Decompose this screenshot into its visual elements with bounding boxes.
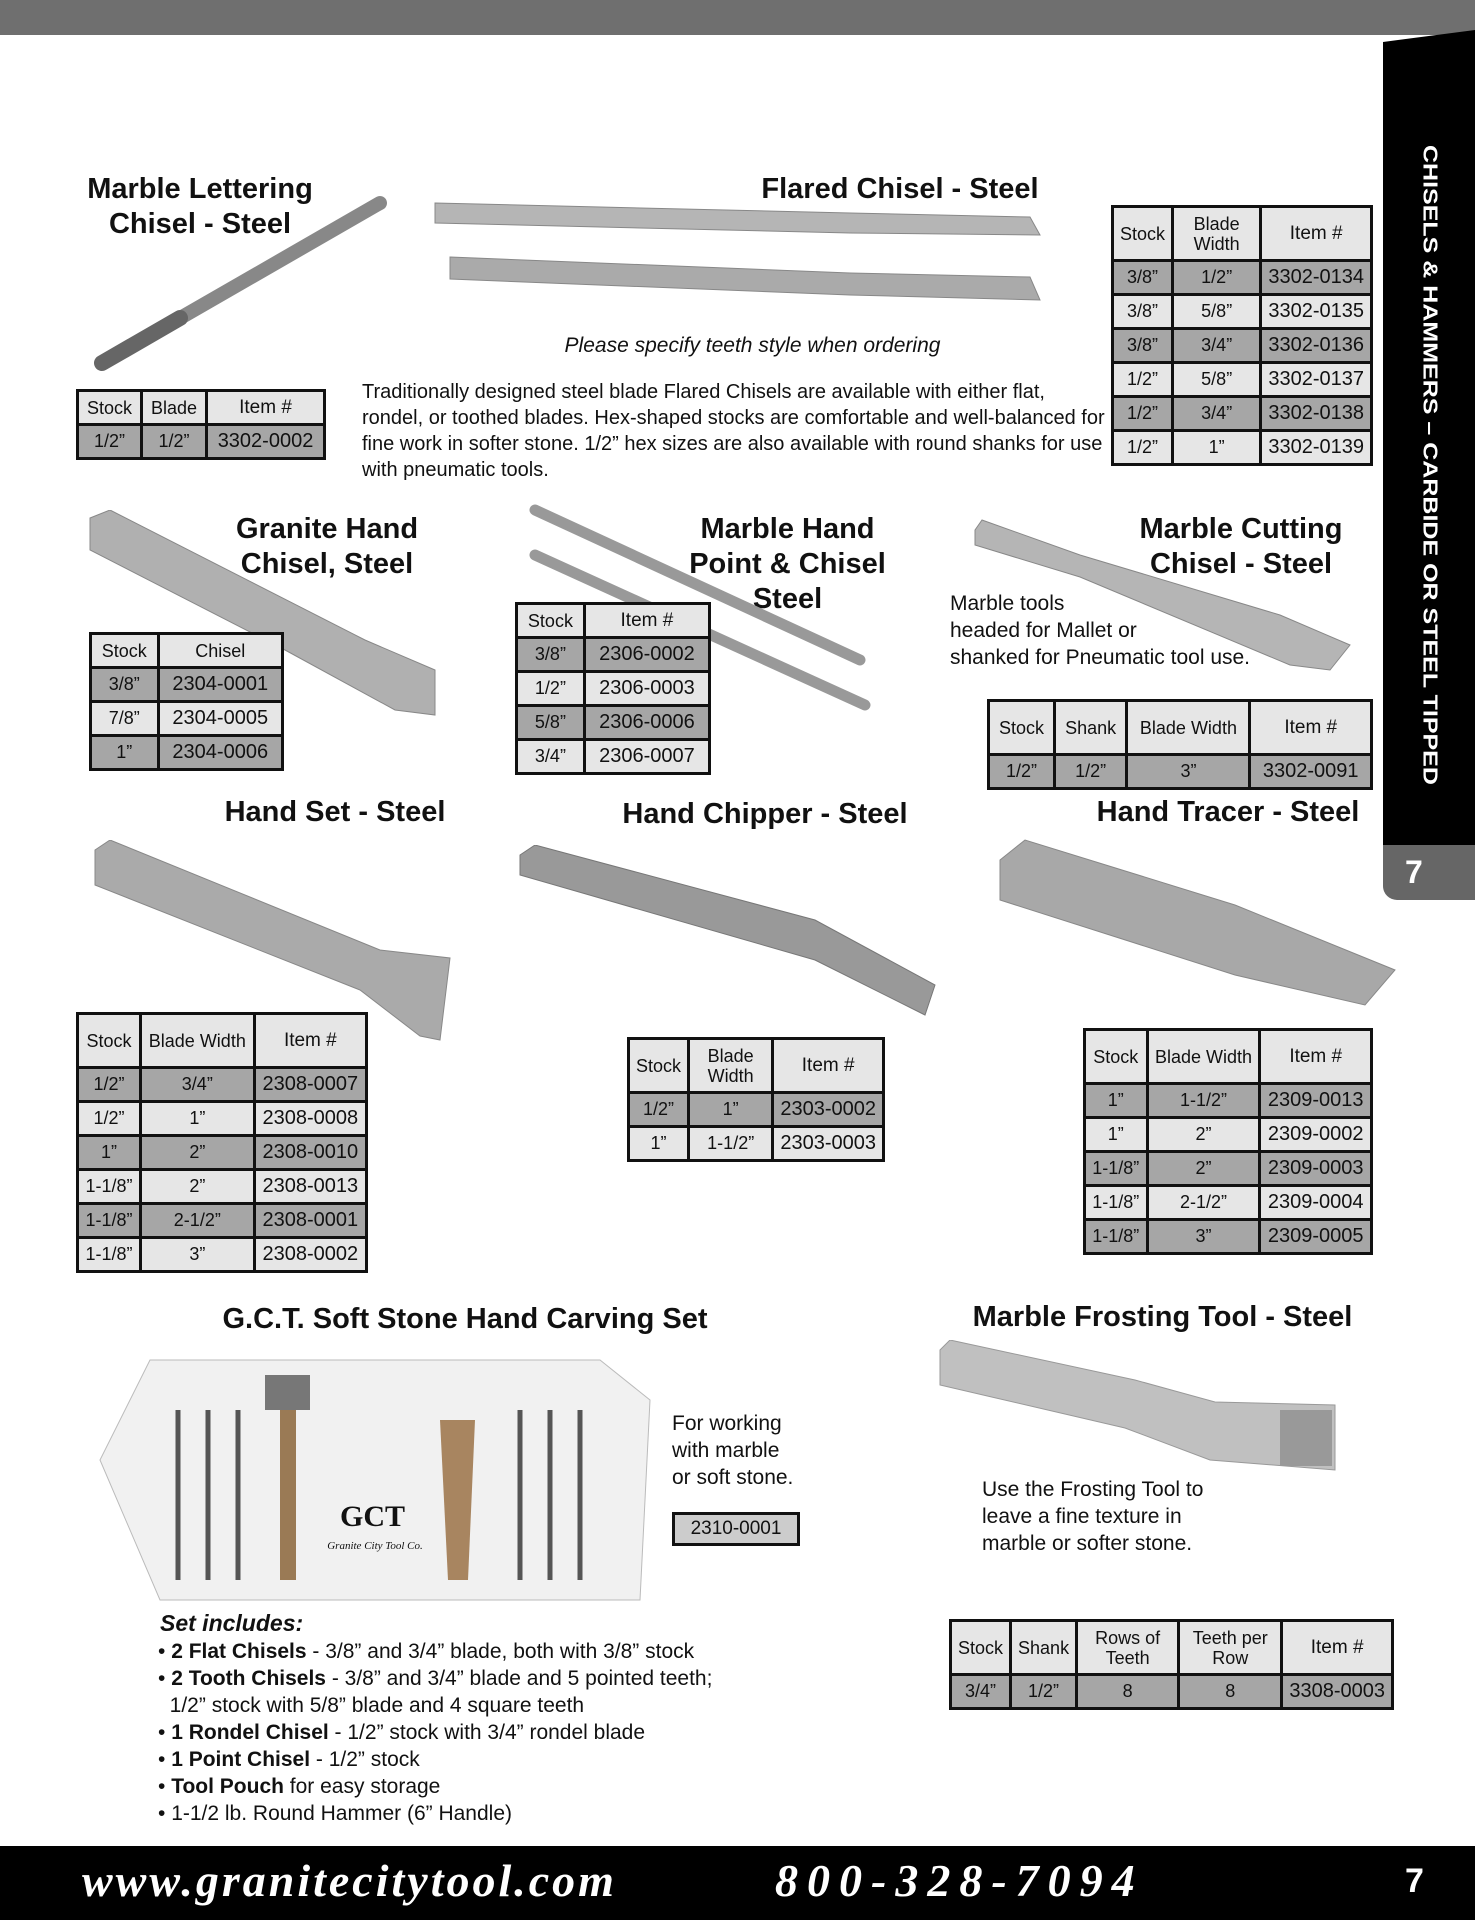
- table-row: [1085, 1152, 1372, 1186]
- table-cell: 1-1/8”: [1085, 1152, 1148, 1186]
- table-cell: 8: [1179, 1675, 1282, 1709]
- column-header: Stock: [1113, 207, 1173, 261]
- list-item: • Tool Pouch for easy storage: [158, 1775, 441, 1798]
- column-header: Blade: [141, 391, 206, 425]
- table-cell: 3302-0136: [1261, 329, 1372, 363]
- gct-logo: GCT: [339, 1500, 405, 1533]
- note-line: For working: [672, 1412, 782, 1435]
- table-cell: 1”: [78, 1136, 141, 1170]
- list-item-bold: Tool Pouch: [171, 1775, 284, 1798]
- title-line: Granite Hand: [235, 513, 419, 545]
- table-cell: 3302-0138: [1261, 397, 1372, 431]
- table-cell: 3/4”: [140, 1068, 254, 1102]
- tracer-title: Hand Tracer - Steel: [1096, 796, 1360, 828]
- column-header: Shank: [1054, 701, 1127, 755]
- table-cell: 2304-0006: [158, 736, 282, 770]
- column-header: Rows of Teeth: [1077, 1621, 1179, 1675]
- table-cell: 3/4”: [517, 740, 585, 774]
- table-cell: 2306-0002: [584, 638, 709, 672]
- table-row: [517, 706, 710, 740]
- granite-table: [89, 632, 284, 771]
- column-header: Item #: [254, 1014, 366, 1068]
- title-line: Chisel - Steel: [108, 208, 292, 240]
- table-cell: 1/2”: [78, 1068, 141, 1102]
- table-cell: 2309-0005: [1260, 1220, 1372, 1254]
- flared-title: Flared Chisel - Steel: [761, 173, 1039, 205]
- phone-number[interactable]: 800-328-7094: [775, 1855, 1144, 1906]
- title-line: Chisel, Steel: [240, 548, 414, 580]
- page-tab: 7: [1383, 845, 1475, 900]
- page-number: 7: [1405, 1862, 1427, 1900]
- table-cell: 1/2”: [1173, 261, 1261, 295]
- carving-set-title: G.C.T. Soft Stone Hand Carving Set: [222, 1303, 708, 1335]
- column-header: Stock: [1085, 1030, 1148, 1084]
- carving-set-item-number: 2310-0001: [672, 1512, 800, 1546]
- table-row: [1113, 295, 1372, 329]
- table-header-row: [78, 391, 325, 425]
- list-item-text: for easy storage: [283, 1775, 441, 1798]
- table-cell: 2”: [1147, 1152, 1260, 1186]
- column-header: Blade Width: [689, 1039, 773, 1093]
- table-row: [951, 1675, 1393, 1709]
- table-cell: 3302-0091: [1250, 755, 1372, 789]
- note-line: or soft stone.: [672, 1466, 794, 1489]
- table-cell: 3/8”: [1113, 329, 1173, 363]
- table-cell: 2-1/2”: [1147, 1186, 1260, 1220]
- table-row: [1113, 261, 1372, 295]
- title-line: Marble Cutting: [1139, 513, 1343, 545]
- website-link[interactable]: www.granitecitytool.com: [82, 1855, 617, 1906]
- table-cell: 1-1/8”: [78, 1204, 141, 1238]
- table-cell: 1-1/8”: [1085, 1220, 1148, 1254]
- list-item: • 2 Tooth Chisels - 3/8” and 3/4” blade and 5 pointed teeth;: [158, 1667, 713, 1690]
- table-cell: 7/8”: [91, 702, 159, 736]
- table-header-row: [989, 701, 1372, 755]
- chipper-table: [627, 1037, 885, 1162]
- frosting-table: [949, 1619, 1394, 1710]
- table-cell: 2304-0001: [158, 668, 282, 702]
- table-cell: 1-1/8”: [78, 1170, 141, 1204]
- table-cell: 2306-0003: [584, 672, 709, 706]
- note-line: shanked for Pneumatic tool use.: [950, 646, 1251, 669]
- table-cell: 2309-0002: [1260, 1118, 1372, 1152]
- table-cell: 2306-0006: [584, 706, 709, 740]
- list-item-text: - 3/8” and 3/4” blade, both with 3/8” stock: [306, 1640, 695, 1663]
- table-cell: 3/8”: [1113, 295, 1173, 329]
- table-row: [629, 1093, 884, 1127]
- column-header: Blade Width: [1173, 207, 1261, 261]
- cutting-table: [987, 699, 1373, 790]
- table-cell: 5/8”: [1173, 295, 1261, 329]
- title-line: Marble Hand: [700, 513, 875, 545]
- side-tab-label: [1383, 145, 1475, 785]
- table-cell: 2308-0008: [254, 1102, 366, 1136]
- table-cell: 5/8”: [517, 706, 585, 740]
- table-header-row: [91, 634, 283, 668]
- table-row: [91, 736, 283, 770]
- table-cell: 1”: [629, 1127, 689, 1161]
- table-cell: 3302-0002: [207, 425, 325, 459]
- table-cell: 1”: [1085, 1084, 1148, 1118]
- table-cell: 2306-0007: [584, 740, 709, 774]
- list-item: [158, 1692, 878, 1719]
- table-cell: 2309-0013: [1260, 1084, 1372, 1118]
- list-item-bold: 1 Rondel Chisel: [171, 1721, 329, 1744]
- column-header: Blade Width: [1147, 1030, 1260, 1084]
- table-cell: 2308-0001: [254, 1204, 366, 1238]
- table-cell: 1/2”: [78, 1102, 141, 1136]
- table-cell: 1/2”: [1054, 755, 1127, 789]
- column-header: Item #: [773, 1039, 884, 1093]
- list-item-bold: 1 Point Chisel: [171, 1748, 311, 1771]
- flared-chisel-image: [430, 195, 1050, 305]
- title-line: Chisel - Steel: [1149, 548, 1333, 580]
- column-header: Stock: [629, 1039, 689, 1093]
- handset-table: [76, 1012, 368, 1273]
- table-row: [78, 1136, 367, 1170]
- flared-description: Traditionally designed steel blade Flared Chisels are available with either flat, rondel, or toothed blades. Hex-shaped stocks are comfortable and well-balanced for fine work in softer stone. 1/2” hex sizes are also available with round shanks for use with pneumatic tools.: [362, 381, 1105, 481]
- table-cell: 1/2”: [1113, 363, 1173, 397]
- table-row: [517, 672, 710, 706]
- table-row: [1085, 1084, 1372, 1118]
- side-tab-text: CHISELS & HAMMERS – CARBIDE OR STEEL TIPPED: [1418, 145, 1441, 785]
- table-cell: 3302-0137: [1261, 363, 1372, 397]
- top-bar: [0, 0, 1475, 35]
- table-cell: 2”: [1147, 1118, 1260, 1152]
- table-row: [1113, 363, 1372, 397]
- list-item: • 1 Rondel Chisel - 1/2” stock with 3/4” rondel blade: [158, 1721, 646, 1744]
- note-line: with marble: [672, 1439, 780, 1462]
- column-header: Item #: [584, 604, 709, 638]
- title-line: Steel: [752, 583, 823, 615]
- table-row: [78, 1238, 367, 1272]
- frosting-tool-image: [935, 1340, 1345, 1475]
- cutting-note: [950, 590, 1290, 671]
- table-cell: 1-1/8”: [1085, 1186, 1148, 1220]
- table-row: [78, 1170, 367, 1204]
- list-item: • 2 Flat Chisels - 3/8” and 3/4” blade, both with 3/8” stock: [158, 1640, 695, 1663]
- title-line: Marble Lettering: [87, 173, 313, 205]
- table-header-row: [951, 1621, 1393, 1675]
- table-row: [629, 1127, 884, 1161]
- table-row: [1113, 329, 1372, 363]
- list-item-text: - 1/2” stock with 3/4” rondel blade: [328, 1721, 646, 1744]
- table-cell: 3/8”: [517, 638, 585, 672]
- note-line: Use the Frosting Tool to: [982, 1478, 1204, 1501]
- table-row: [78, 1068, 367, 1102]
- table-cell: 8: [1077, 1675, 1179, 1709]
- table-row: [1085, 1186, 1372, 1220]
- footer: [0, 1846, 1475, 1920]
- table-cell: 1/2”: [1113, 431, 1173, 465]
- table-header-row: [1113, 207, 1372, 261]
- table-header-row: [1085, 1030, 1372, 1084]
- table-cell: 2308-0007: [254, 1068, 366, 1102]
- table-cell: 3308-0003: [1282, 1675, 1393, 1709]
- list-item: • 1-1/2 lb. Round Hammer (6” Handle): [158, 1802, 512, 1825]
- note-line: headed for Mallet or: [950, 619, 1137, 642]
- note-line: leave a fine texture in: [982, 1505, 1182, 1528]
- table-row: [517, 638, 710, 672]
- table-cell: 1/2”: [989, 755, 1055, 789]
- table-cell: 3”: [140, 1238, 254, 1272]
- table-cell: 3/8”: [1113, 261, 1173, 295]
- column-header: Item #: [207, 391, 325, 425]
- table-row: [989, 755, 1372, 789]
- column-header: Stock: [517, 604, 585, 638]
- handset-title: Hand Set - Steel: [224, 796, 446, 828]
- table-cell: 2309-0003: [1260, 1152, 1372, 1186]
- table-cell: 2308-0013: [254, 1170, 366, 1204]
- column-header: Chisel: [158, 634, 282, 668]
- table-cell: 1”: [91, 736, 159, 770]
- chipper-title: Hand Chipper - Steel: [622, 798, 908, 830]
- table-cell: 2303-0003: [773, 1127, 884, 1161]
- column-header: Shank: [1011, 1621, 1077, 1675]
- gct-logo-sub: Granite City Tool Co.: [327, 1540, 423, 1552]
- table-cell: 2”: [140, 1136, 254, 1170]
- table-cell: 3/4”: [1173, 397, 1261, 431]
- table-cell: 3”: [1127, 755, 1250, 789]
- table-cell: 1/2”: [1113, 397, 1173, 431]
- column-header: Stock: [989, 701, 1055, 755]
- table-cell: 2”: [140, 1170, 254, 1204]
- tool-pouch-image: [80, 1340, 680, 1610]
- set-includes-list: [158, 1638, 878, 1827]
- table-cell: 3/8”: [91, 668, 159, 702]
- list-item: • 1 Point Chisel - 1/2” stock: [158, 1748, 420, 1771]
- table-cell: 1/2”: [517, 672, 585, 706]
- table-cell: 1/2”: [629, 1093, 689, 1127]
- table-row: [1113, 431, 1372, 465]
- flared-caption: Please specify teeth style when ordering: [564, 334, 941, 357]
- table-header-row: [78, 1014, 367, 1068]
- column-header: Item #: [1250, 701, 1372, 755]
- tracer-image: [995, 835, 1405, 1010]
- table-cell: 2308-0010: [254, 1136, 366, 1170]
- list-item-text: - 1/2” stock: [310, 1748, 420, 1771]
- table-cell: 1”: [689, 1093, 773, 1127]
- point-table: [515, 602, 711, 775]
- table-row: [78, 425, 325, 459]
- table-cell: 1”: [140, 1102, 254, 1136]
- table-row: [91, 668, 283, 702]
- carving-note: [672, 1410, 832, 1491]
- set-includes-title: Set includes:: [160, 1610, 304, 1636]
- list-item-text: - 3/8” and 3/4” blade and 5 pointed teeth;: [325, 1667, 713, 1690]
- table-cell: 2-1/2”: [140, 1204, 254, 1238]
- table-row: [1085, 1118, 1372, 1152]
- lettering-chisel-image: [90, 195, 390, 375]
- table-row: [1085, 1220, 1372, 1254]
- column-header: Item #: [1261, 207, 1372, 261]
- table-row: [78, 1102, 367, 1136]
- column-header: Stock: [91, 634, 159, 668]
- frosting-note: [982, 1476, 1282, 1557]
- title-line: Point & Chisel: [689, 548, 886, 580]
- table-row: [1113, 397, 1372, 431]
- table-cell: 1/2”: [1011, 1675, 1077, 1709]
- table-cell: 3/4”: [1173, 329, 1261, 363]
- table-cell: 1-1/2”: [1147, 1084, 1260, 1118]
- table-cell: 2308-0002: [254, 1238, 366, 1272]
- table-row: [78, 1204, 367, 1238]
- lettering-table: [76, 389, 326, 460]
- table-cell: 3302-0139: [1261, 431, 1372, 465]
- column-header: Blade Width: [1127, 701, 1250, 755]
- table-cell: 2303-0002: [773, 1093, 884, 1127]
- column-header: Stock: [951, 1621, 1011, 1675]
- column-header: Blade Width: [140, 1014, 254, 1068]
- column-header: Item #: [1282, 1621, 1393, 1675]
- frosting-title: Marble Frosting Tool - Steel: [972, 1301, 1353, 1333]
- table-cell: 1”: [1085, 1118, 1148, 1152]
- chipper-image: [515, 845, 945, 1025]
- list-item-text: 1/2” stock with 5/8” blade and 4 square teeth: [169, 1694, 585, 1717]
- column-header: Stock: [78, 391, 142, 425]
- note-line: marble or softer stone.: [982, 1532, 1193, 1555]
- table-cell: 1-1/2”: [689, 1127, 773, 1161]
- column-header: Item #: [1260, 1030, 1372, 1084]
- flared-table: [1111, 205, 1373, 466]
- table-cell: 3/4”: [951, 1675, 1011, 1709]
- list-item-bold: 2 Tooth Chisels: [171, 1667, 326, 1690]
- table-cell: 3”: [1147, 1220, 1260, 1254]
- note-line: Marble tools: [950, 592, 1065, 615]
- table-cell: 3302-0135: [1261, 295, 1372, 329]
- column-header: Teeth per Row: [1179, 1621, 1282, 1675]
- table-cell: 1”: [1173, 431, 1261, 465]
- table-header-row: [517, 604, 710, 638]
- table-cell: 3302-0134: [1261, 261, 1372, 295]
- table-cell: 2309-0004: [1260, 1186, 1372, 1220]
- tracer-table: [1083, 1028, 1373, 1255]
- table-header-row: [629, 1039, 884, 1093]
- table-cell: 1/2”: [78, 425, 142, 459]
- table-cell: 1-1/8”: [78, 1238, 141, 1272]
- table-row: [91, 702, 283, 736]
- table-cell: 2304-0005: [158, 702, 282, 736]
- list-item-text: 1-1/2 lb. Round Hammer (6” Handle): [171, 1802, 512, 1825]
- column-header: Stock: [78, 1014, 141, 1068]
- table-row: [517, 740, 710, 774]
- table-cell: 1/2”: [141, 425, 206, 459]
- list-item-bold: 2 Flat Chisels: [171, 1640, 307, 1663]
- table-cell: 5/8”: [1173, 363, 1261, 397]
